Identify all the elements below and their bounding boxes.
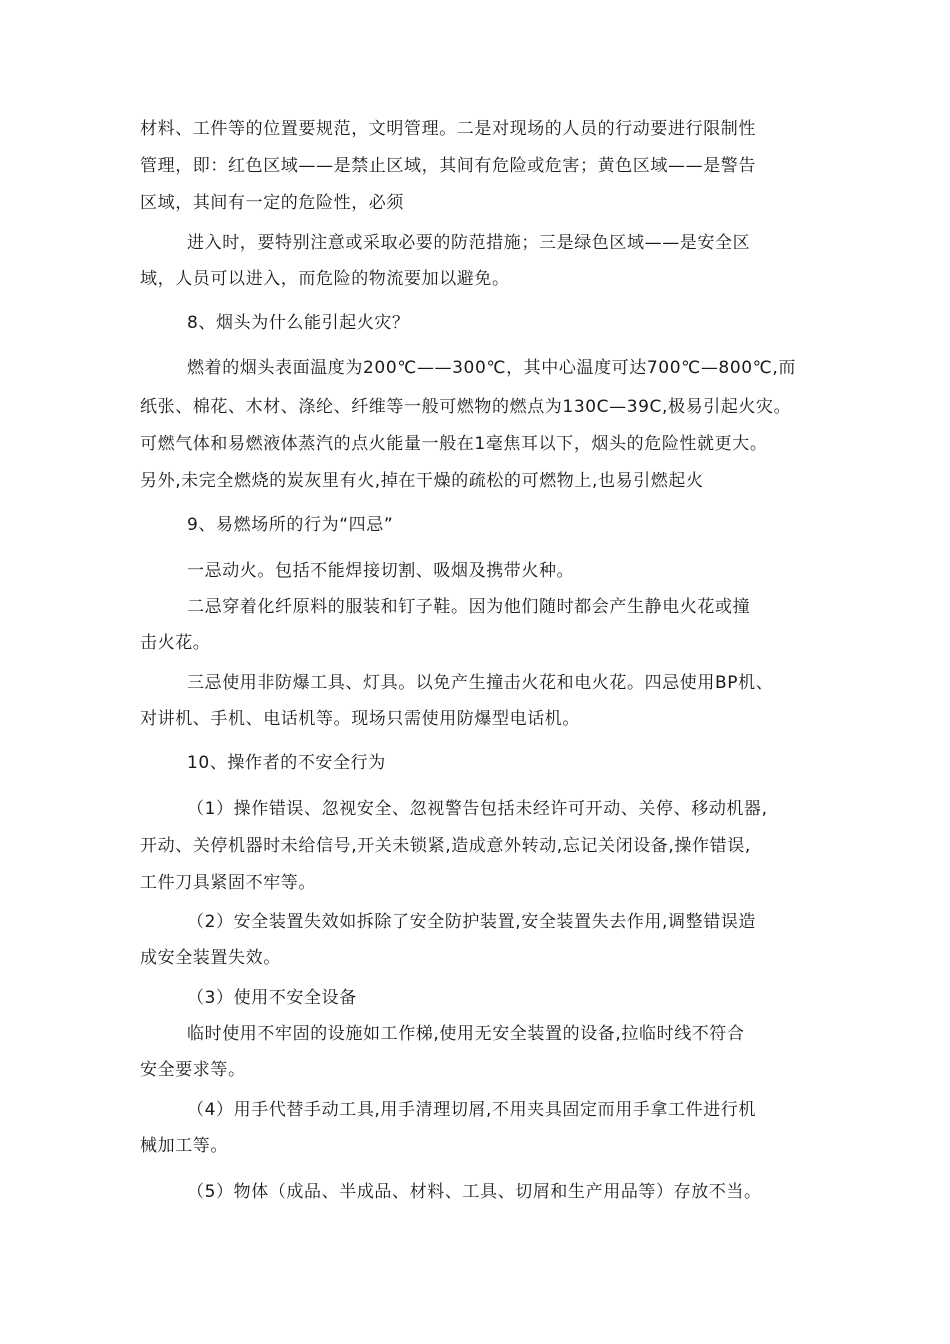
body-text-line: 燃着的烟头表面温度为200℃——300℃，其中心温度可达700℃—800℃,而 xyxy=(187,358,796,378)
body-text-line: 一忌动火。包括不能焊接切割、吸烟及携带火种。 xyxy=(187,561,575,581)
body-text-line: 纸张、棉花、木材、涤纶、纤维等一般可燃物的燃点为130C—39C,极易引起火灾。 xyxy=(140,397,792,417)
section-heading: 8、烟头为什么能引起火灾？ xyxy=(187,313,410,333)
body-text-line: （3）使用不安全设备 xyxy=(187,988,357,1008)
body-text-line: 击火花。 xyxy=(140,633,211,653)
body-text-line: 三忌使用非防爆工具、灯具。以免产生撞击火花和电火花。四忌使用BP机、 xyxy=(187,673,774,693)
body-text-line: （1）操作错误、忽视安全、忽视警告包括未经许可开动、关停、移动机器, xyxy=(187,799,768,819)
body-text-line: 可燃气体和易燃液体蒸汽的点火能量一般在1毫焦耳以下，烟头的危险性就更大。 xyxy=(140,434,768,454)
body-text-line: 区域，其间有一定的危险性，必须 xyxy=(140,193,404,213)
body-text-line: 材料、工件等的位置要规范，文明管理。二是对现场的人员的行动要进行限制性 xyxy=(140,119,756,139)
body-text-line: （2）安全装置失效如拆除了安全防护装置,安全装置失去作用,调整错误造 xyxy=(187,912,757,932)
section-heading: 10、操作者的不安全行为 xyxy=(187,753,386,773)
body-text-line: 械加工等。 xyxy=(140,1136,228,1156)
body-text-line: （5）物体（成品、半成品、材料、工具、切屑和生产用品等）存放不当。 xyxy=(187,1182,762,1202)
body-text-line: 安全要求等。 xyxy=(140,1060,246,1080)
body-text-line: （4）用手代替手动工具,用手清理切屑,不用夹具固定而用手拿工件进行机 xyxy=(187,1100,757,1120)
body-text-line: 管理，即：红色区域——是禁止区域，其间有危险或危害；黄色区域——是警告 xyxy=(140,156,756,176)
body-text-line: 域，人员可以进入，而危险的物流要加以避免。 xyxy=(140,269,510,289)
body-text-line: 开动、关停机器时未给信号,开关未锁紧,造成意外转动,忘记关闭设备,操作错误, xyxy=(140,836,751,856)
body-text-line: 临时使用不牢固的设施如工作梯,使用无安全装置的设备,拉临时线不符合 xyxy=(187,1024,745,1044)
body-text-line: 对讲机、手机、电话机等。现场只需使用防爆型电话机。 xyxy=(140,709,580,729)
body-text-line: 进入时，要特别注意或采取必要的防范措施；三是绿色区域——是安全区 xyxy=(187,233,751,253)
body-text-line: 另外,未完全燃烧的炭灰里有火,掉在干燥的疏松的可燃物上,也易引燃起火 xyxy=(140,471,704,491)
body-text-line: 二忌穿着化纤原料的服装和钉子鞋。因为他们随时都会产生静电火花或撞 xyxy=(187,597,751,617)
body-text-line: 工件刀具紧固不牢等。 xyxy=(140,873,316,893)
section-heading: 9、易燃场所的行为“四忌” xyxy=(187,515,394,535)
body-text-line: 成安全装置失效。 xyxy=(140,948,281,968)
